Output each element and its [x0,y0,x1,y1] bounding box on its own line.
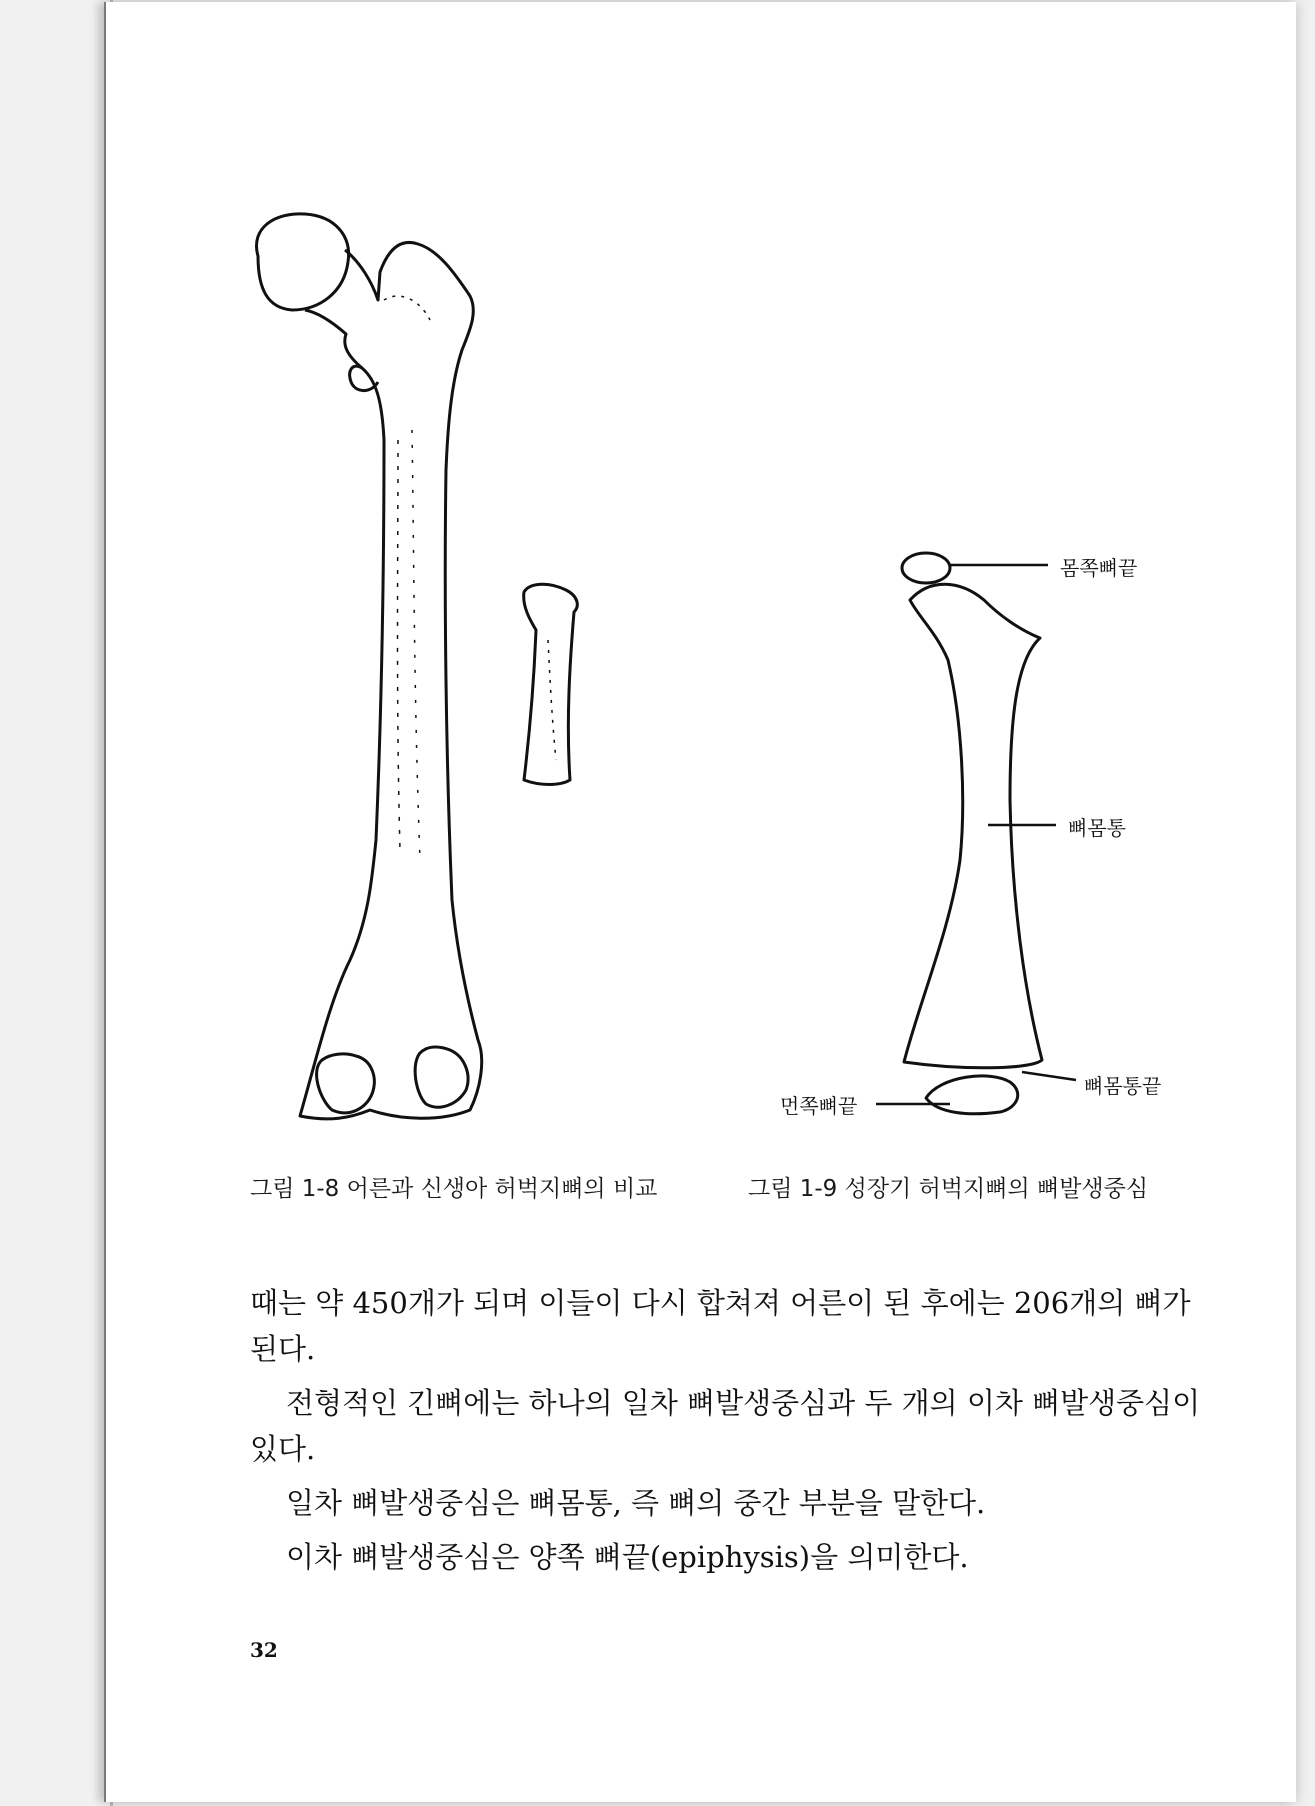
growing-femur-drawing [902,553,1042,1114]
paragraph-1: 때는 약 450개가 되며 이들이 다시 합쳐져 어른이 된 후에는 206개의 뼈가 된다. [250,1286,1191,1366]
label-diaphysis: 뼈몸통 [1068,816,1126,840]
figure-1-8-caption: 그림 1-8 어른과 신생아 허벅지뼈의 비교 [250,1176,658,1202]
paragraph-2: 전형적인 긴뼈에는 하나의 일차 뼈발생중심과 두 개의 이차 뼈발생중심이 있다. [250,1386,1201,1466]
newborn-femur-drawing [524,584,578,784]
label-proximal-epiphysis: 몸쪽뼈끝 [1060,556,1138,580]
label-distal-epiphysis: 먼쪽뼈끝 [780,1094,858,1118]
paragraph-4: 이차 뼈발생중심은 양쪽 뼈끝(epiphysis)을 의미한다. [286,1540,969,1574]
figure-1-9-caption: 그림 1-9 성장기 허벅지뼈의 뼈발생중심 [748,1176,1149,1202]
adult-femur-drawing [256,214,481,1119]
page-number: 32 [250,1638,278,1662]
body-text [250,1280,1210,1588]
paragraph-3: 일차 뼈발생중심은 뼈몸통, 즉 뼈의 중간 부분을 말한다. [286,1486,986,1520]
label-metaphysis: 뼈몸통끝 [1084,1074,1162,1098]
